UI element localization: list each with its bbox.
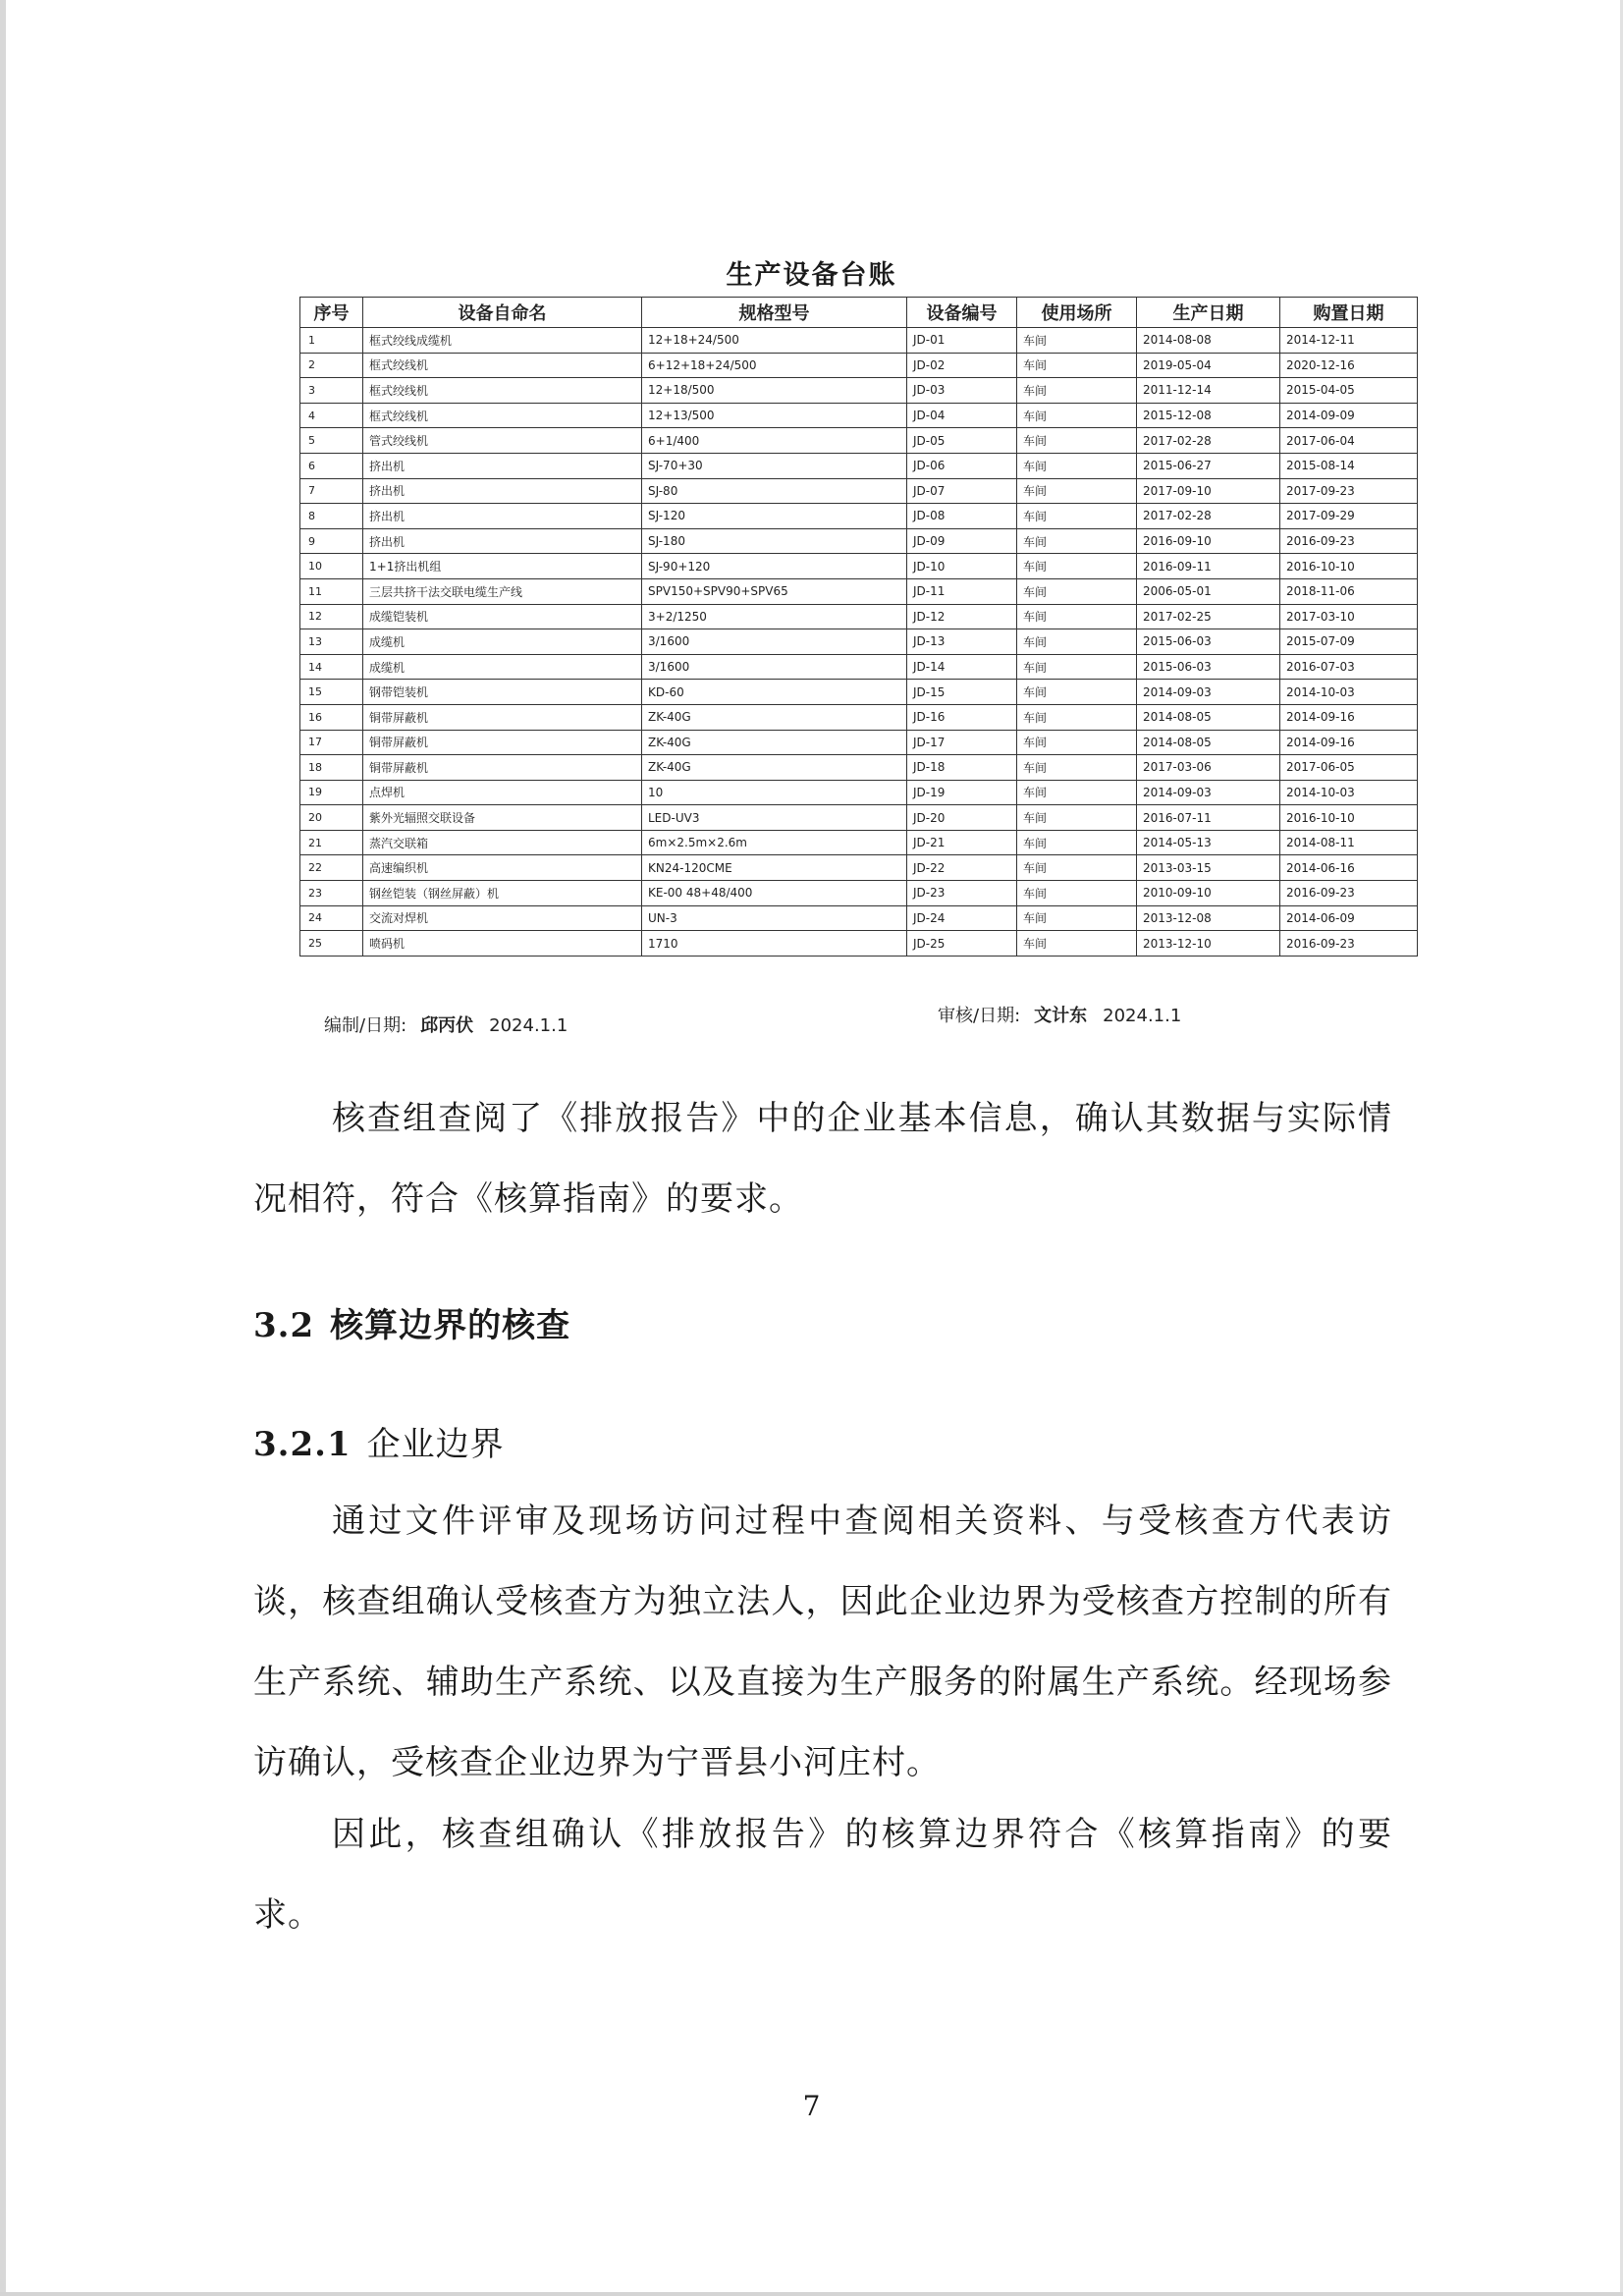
table-row [300, 403, 1418, 428]
cell-index: 9 [300, 528, 363, 554]
table-row [300, 730, 1418, 755]
cell-equipment-name: 紫外光辐照交联设备 [363, 805, 642, 831]
cell-equipment-name: 挤出机 [363, 528, 642, 554]
equipment-ledger-table [299, 297, 1418, 957]
table-row [300, 378, 1418, 404]
reviewed-date: 2024.1.1 [1103, 1006, 1182, 1026]
cell-purchase-date: 2014-10-03 [1280, 680, 1418, 705]
cell-index: 11 [300, 578, 363, 604]
cell-location: 车间 [1017, 378, 1137, 404]
cell-purchase-date: 2014-06-09 [1280, 905, 1418, 931]
cell-index: 22 [300, 855, 363, 881]
cell-model: KE-00 48+48/400 [642, 881, 907, 906]
cell-model: SJ-180 [642, 528, 907, 554]
table-row [300, 780, 1418, 805]
cell-equipment-id: JD-01 [907, 328, 1017, 354]
cell-location: 车间 [1017, 780, 1137, 805]
cell-production-date: 2011-12-14 [1137, 378, 1280, 404]
table-title: 生产设备台账 [726, 260, 897, 291]
cell-equipment-id: JD-21 [907, 830, 1017, 855]
cell-production-date: 2017-02-25 [1137, 604, 1280, 629]
cell-model: 3+2/1250 [642, 604, 907, 629]
cell-equipment-name: 挤出机 [363, 453, 642, 478]
cell-equipment-name: 点焊机 [363, 780, 642, 805]
cell-index: 24 [300, 905, 363, 931]
cell-index: 8 [300, 504, 363, 529]
cell-location: 车间 [1017, 504, 1137, 529]
cell-production-date: 2014-05-13 [1137, 830, 1280, 855]
cell-location: 车间 [1017, 830, 1137, 855]
table-row [300, 578, 1418, 604]
cell-location: 车间 [1017, 578, 1137, 604]
subsection-number: 3.2.1 [253, 1425, 352, 1464]
cell-equipment-id: JD-22 [907, 855, 1017, 881]
cell-purchase-date: 2016-09-23 [1280, 881, 1418, 906]
cell-equipment-name: 蒸汽交联箱 [363, 830, 642, 855]
cell-purchase-date: 2017-06-04 [1280, 428, 1418, 454]
cell-equipment-name: 挤出机 [363, 478, 642, 504]
cell-purchase-date: 2014-08-11 [1280, 830, 1418, 855]
cell-production-date: 2014-09-03 [1137, 680, 1280, 705]
cell-model: 3/1600 [642, 629, 907, 655]
cell-index: 16 [300, 704, 363, 730]
subsection-title: 企业边界 [366, 1425, 505, 1464]
cell-index: 18 [300, 755, 363, 781]
cell-index: 7 [300, 478, 363, 504]
cell-production-date: 2014-08-08 [1137, 328, 1280, 354]
cell-purchase-date: 2017-09-23 [1280, 478, 1418, 504]
cell-equipment-name: 钢带铠装机 [363, 680, 642, 705]
cell-equipment-name: 成缆铠装机 [363, 604, 642, 629]
cell-model: KN24-120CME [642, 855, 907, 881]
cell-equipment-name: 框式绞线成缆机 [363, 328, 642, 354]
cell-location: 车间 [1017, 704, 1137, 730]
cell-model: ZK-40G [642, 704, 907, 730]
cell-model: SJ-90+120 [642, 554, 907, 579]
cell-equipment-name: 1+1挤出机组 [363, 554, 642, 579]
cell-purchase-date: 2016-10-10 [1280, 554, 1418, 579]
cell-equipment-id: JD-03 [907, 378, 1017, 404]
table-row [300, 478, 1418, 504]
cell-purchase-date: 2014-10-03 [1280, 780, 1418, 805]
table-row [300, 554, 1418, 579]
cell-equipment-id: JD-07 [907, 478, 1017, 504]
cell-purchase-date: 2017-03-10 [1280, 604, 1418, 629]
table-row [300, 680, 1418, 705]
cell-index: 4 [300, 403, 363, 428]
table-row [300, 805, 1418, 831]
cell-equipment-id: JD-13 [907, 629, 1017, 655]
cell-production-date: 2015-06-03 [1137, 629, 1280, 655]
table-header-row [300, 298, 1418, 328]
cell-index: 25 [300, 931, 363, 957]
cell-model: ZK-40G [642, 730, 907, 755]
col-header-index: 序号 [300, 298, 363, 328]
cell-purchase-date: 2018-11-06 [1280, 578, 1418, 604]
cell-purchase-date: 2020-12-16 [1280, 353, 1418, 378]
cell-production-date: 2013-12-10 [1137, 931, 1280, 957]
cell-equipment-name: 铜带屏蔽机 [363, 755, 642, 781]
table-row [300, 905, 1418, 931]
cell-purchase-date: 2015-04-05 [1280, 378, 1418, 404]
cell-production-date: 2016-07-11 [1137, 805, 1280, 831]
cell-model: 6+1/400 [642, 428, 907, 454]
cell-model: 10 [642, 780, 907, 805]
cell-purchase-date: 2014-09-09 [1280, 403, 1418, 428]
cell-location: 车间 [1017, 478, 1137, 504]
cell-model: 12+18+24/500 [642, 328, 907, 354]
cell-production-date: 2015-06-27 [1137, 453, 1280, 478]
cell-model: 12+18/500 [642, 378, 907, 404]
cell-equipment-id: JD-12 [907, 604, 1017, 629]
cell-equipment-id: JD-11 [907, 578, 1017, 604]
cell-index: 6 [300, 453, 363, 478]
cell-location: 车间 [1017, 755, 1137, 781]
cell-model: SJ-120 [642, 504, 907, 529]
cell-index: 10 [300, 554, 363, 579]
cell-production-date: 2016-09-11 [1137, 554, 1280, 579]
table-row [300, 453, 1418, 478]
cell-equipment-id: JD-08 [907, 504, 1017, 529]
cell-location: 车间 [1017, 353, 1137, 378]
col-header-equipment-id: 设备编号 [907, 298, 1017, 328]
cell-location: 车间 [1017, 528, 1137, 554]
cell-model: LED-UV3 [642, 805, 907, 831]
cell-production-date: 2015-12-08 [1137, 403, 1280, 428]
section-heading-3-2-1 [253, 1417, 505, 1465]
cell-equipment-id: JD-20 [907, 805, 1017, 831]
cell-equipment-id: JD-16 [907, 704, 1017, 730]
table-row [300, 428, 1418, 454]
col-header-location: 使用场所 [1017, 298, 1137, 328]
cell-production-date: 2014-09-03 [1137, 780, 1280, 805]
table-row [300, 528, 1418, 554]
cell-index: 12 [300, 604, 363, 629]
cell-equipment-name: 框式绞线机 [363, 378, 642, 404]
cell-index: 20 [300, 805, 363, 831]
cell-production-date: 2006-05-01 [1137, 578, 1280, 604]
cell-equipment-name: 高速编织机 [363, 855, 642, 881]
cell-equipment-id: JD-23 [907, 881, 1017, 906]
cell-location: 车间 [1017, 680, 1137, 705]
cell-production-date: 2013-12-08 [1137, 905, 1280, 931]
cell-equipment-id: JD-04 [907, 403, 1017, 428]
cell-production-date: 2010-09-10 [1137, 881, 1280, 906]
cell-location: 车间 [1017, 629, 1137, 655]
cell-equipment-id: JD-17 [907, 730, 1017, 755]
cell-equipment-id: JD-18 [907, 755, 1017, 781]
cell-purchase-date: 2017-06-05 [1280, 755, 1418, 781]
section-title: 核算边界的核查 [330, 1306, 571, 1345]
cell-model: ZK-40G [642, 755, 907, 781]
cell-purchase-date: 2017-09-29 [1280, 504, 1418, 529]
cell-purchase-date: 2016-09-23 [1280, 931, 1418, 957]
table-row [300, 931, 1418, 957]
cell-location: 车间 [1017, 805, 1137, 831]
cell-purchase-date: 2015-08-14 [1280, 453, 1418, 478]
cell-production-date: 2013-03-15 [1137, 855, 1280, 881]
cell-production-date: 2017-02-28 [1137, 428, 1280, 454]
table-row [300, 629, 1418, 655]
table-row [300, 654, 1418, 680]
cell-equipment-id: JD-14 [907, 654, 1017, 680]
cell-equipment-id: JD-15 [907, 680, 1017, 705]
cell-equipment-id: JD-06 [907, 453, 1017, 478]
col-header-model: 规格型号 [642, 298, 907, 328]
cell-equipment-name: 挤出机 [363, 504, 642, 529]
col-header-production-date: 生产日期 [1137, 298, 1280, 328]
cell-index: 15 [300, 680, 363, 705]
prepared-by [324, 1011, 568, 1037]
prepared-label: 编制/日期: [324, 1015, 407, 1036]
cell-production-date: 2014-08-05 [1137, 730, 1280, 755]
reviewed-by [938, 1002, 1181, 1027]
table-row [300, 755, 1418, 781]
cell-location: 车间 [1017, 328, 1137, 354]
cell-production-date: 2015-06-03 [1137, 654, 1280, 680]
cell-model: SPV150+SPV90+SPV65 [642, 578, 907, 604]
paragraph-conclusion: 因此，核查组确认《排放报告》的核算边界符合《核算指南》的要求。 [253, 1815, 1392, 1935]
cell-equipment-name: 交流对焊机 [363, 905, 642, 931]
cell-equipment-name: 成缆机 [363, 654, 642, 680]
paragraph-basic-info: 核查组查阅了《排放报告》中的企业基本信息，确认其数据与实际情况相符，符合《核算指南》的要求。 [253, 1099, 1392, 1219]
cell-equipment-name: 框式绞线机 [363, 353, 642, 378]
section-heading-3-2 [253, 1298, 570, 1346]
scan-edge-left [0, 0, 6, 2296]
cell-purchase-date: 2016-10-10 [1280, 805, 1418, 831]
cell-equipment-id: JD-24 [907, 905, 1017, 931]
reviewed-label: 审核/日期: [938, 1006, 1021, 1026]
table-row [300, 328, 1418, 354]
cell-purchase-date: 2014-12-11 [1280, 328, 1418, 354]
cell-equipment-id: JD-02 [907, 353, 1017, 378]
cell-equipment-id: JD-09 [907, 528, 1017, 554]
section-number: 3.2 [253, 1306, 315, 1345]
table-row [300, 830, 1418, 855]
cell-index: 2 [300, 353, 363, 378]
cell-location: 车间 [1017, 905, 1137, 931]
cell-location: 车间 [1017, 428, 1137, 454]
col-header-equipment-name: 设备自命名 [363, 298, 642, 328]
table-row [300, 855, 1418, 881]
cell-index: 5 [300, 428, 363, 454]
cell-index: 1 [300, 328, 363, 354]
cell-location: 车间 [1017, 931, 1137, 957]
cell-model: KD-60 [642, 680, 907, 705]
table-row [300, 704, 1418, 730]
cell-index: 23 [300, 881, 363, 906]
paragraph-enterprise-boundary: 通过文件评审及现场访问过程中查阅相关资料、与受核查方代表访谈，核查组确认受核查方为独立法人，因此企业边界为受核查方控制的所有生产系统、辅助生产系统、以及直接为生产服务的附属生产系统。经现场参访确认，受核查企业边界为宁晋县小河庄村。 [253, 1502, 1392, 1782]
cell-index: 19 [300, 780, 363, 805]
table-row [300, 504, 1418, 529]
cell-equipment-id: JD-25 [907, 931, 1017, 957]
cell-model: SJ-80 [642, 478, 907, 504]
cell-purchase-date: 2016-07-03 [1280, 654, 1418, 680]
cell-location: 车间 [1017, 654, 1137, 680]
col-header-purchase-date: 购置日期 [1280, 298, 1418, 328]
cell-equipment-name: 铜带屏蔽机 [363, 730, 642, 755]
cell-equipment-name: 框式绞线机 [363, 403, 642, 428]
cell-index: 14 [300, 654, 363, 680]
cell-equipment-id: JD-19 [907, 780, 1017, 805]
prepared-name: 邱丙伏 [420, 1015, 474, 1036]
cell-location: 车间 [1017, 881, 1137, 906]
cell-location: 车间 [1017, 453, 1137, 478]
cell-purchase-date: 2016-09-23 [1280, 528, 1418, 554]
cell-location: 车间 [1017, 403, 1137, 428]
cell-purchase-date: 2015-07-09 [1280, 629, 1418, 655]
cell-model: 1710 [642, 931, 907, 957]
cell-location: 车间 [1017, 855, 1137, 881]
cell-production-date: 2016-09-10 [1137, 528, 1280, 554]
table-body [300, 328, 1418, 957]
cell-model: SJ-70+30 [642, 453, 907, 478]
cell-location: 车间 [1017, 554, 1137, 579]
cell-equipment-name: 三层共挤干法交联电缆生产线 [363, 578, 642, 604]
table-row [300, 604, 1418, 629]
cell-equipment-id: JD-05 [907, 428, 1017, 454]
cell-location: 车间 [1017, 604, 1137, 629]
cell-equipment-name: 管式绞线机 [363, 428, 642, 454]
cell-model: UN-3 [642, 905, 907, 931]
cell-model: 3/1600 [642, 654, 907, 680]
cell-equipment-name: 成缆机 [363, 629, 642, 655]
cell-purchase-date: 2014-09-16 [1280, 730, 1418, 755]
table-row [300, 353, 1418, 378]
table-row [300, 881, 1418, 906]
cell-index: 3 [300, 378, 363, 404]
cell-purchase-date: 2014-09-16 [1280, 704, 1418, 730]
cell-equipment-name: 铜带屏蔽机 [363, 704, 642, 730]
cell-production-date: 2019-05-04 [1137, 353, 1280, 378]
scan-edge-bottom [0, 2292, 1623, 2296]
cell-production-date: 2017-09-10 [1137, 478, 1280, 504]
prepared-date: 2024.1.1 [489, 1015, 568, 1036]
cell-equipment-id: JD-10 [907, 554, 1017, 579]
cell-production-date: 2017-03-06 [1137, 755, 1280, 781]
page-number: 7 [802, 2090, 821, 2122]
cell-equipment-name: 钢丝铠装（钢丝屏蔽）机 [363, 881, 642, 906]
reviewed-name: 文计东 [1034, 1006, 1088, 1026]
cell-model: 6+12+18+24/500 [642, 353, 907, 378]
cell-model: 12+13/500 [642, 403, 907, 428]
cell-production-date: 2017-02-28 [1137, 504, 1280, 529]
cell-purchase-date: 2014-06-16 [1280, 855, 1418, 881]
cell-index: 17 [300, 730, 363, 755]
cell-index: 13 [300, 629, 363, 655]
cell-equipment-name: 喷码机 [363, 931, 642, 957]
cell-location: 车间 [1017, 730, 1137, 755]
cell-production-date: 2014-08-05 [1137, 704, 1280, 730]
cell-index: 21 [300, 830, 363, 855]
cell-model: 6m×2.5m×2.6m [642, 830, 907, 855]
